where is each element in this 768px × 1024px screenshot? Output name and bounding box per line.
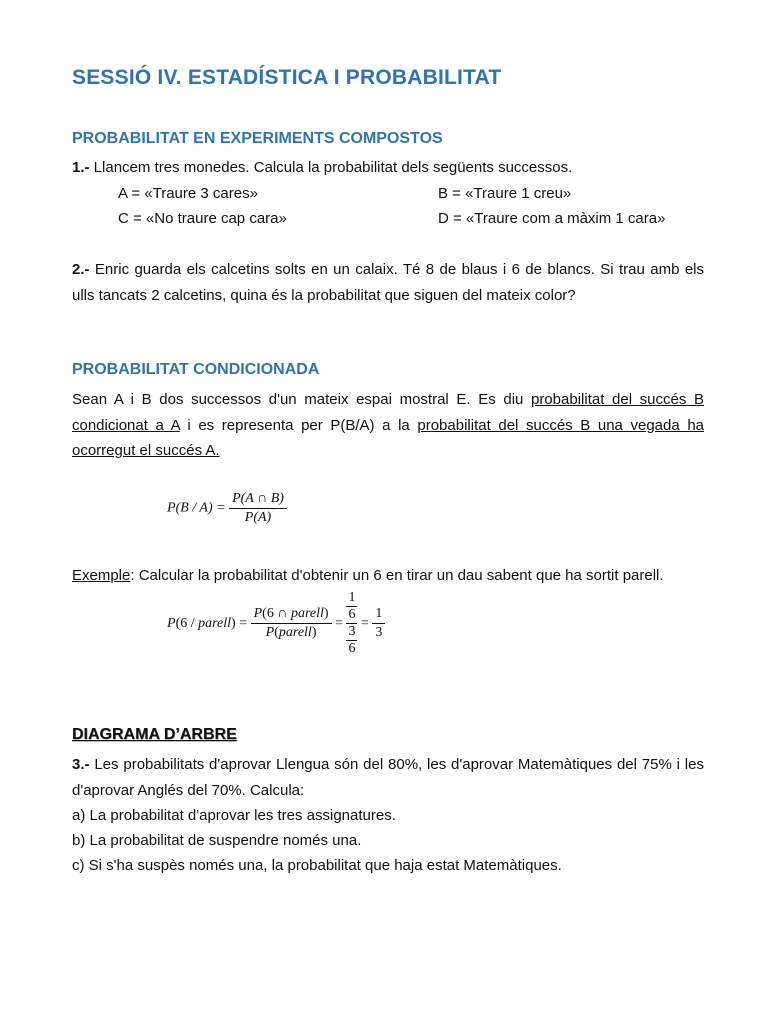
exercise-1-text: Llancem tres monedes. Calcula la probabilitat dels següents successos.	[89, 159, 573, 176]
formula-lhs-p: P	[167, 500, 176, 516]
numerator-rest: (A ∩ B)	[240, 491, 284, 506]
bottom-n: 3	[348, 624, 356, 639]
result-n: 1	[375, 606, 383, 621]
exercise-1	[72, 155, 704, 181]
den-open: (	[274, 625, 279, 640]
example-denominator	[251, 623, 332, 642]
definition-underlined-1: probabilitat del succés B condicionat a A	[72, 391, 704, 434]
result-fraction	[372, 605, 385, 642]
exercise-3	[72, 752, 704, 803]
example-line	[72, 563, 704, 589]
question-b: b) La probabilitat de suspendre només una.	[72, 832, 362, 849]
example-label: Exemple	[72, 567, 131, 584]
lhs-p: P	[167, 615, 176, 631]
event-c: C = «No traure cap cara»	[118, 210, 287, 227]
definition-underlined-2: probabilitat del succés B una vegada ha ocorregut el succés A.	[72, 416, 704, 459]
section-heading-compound-experiments: PROBABILITAT EN EXPERIMENTS COMPOSTOS	[72, 130, 443, 147]
exercise-2-number: 2.-	[72, 261, 90, 278]
denominator-rest: (A)	[253, 510, 272, 525]
question-a: a) La probabilitat d'aprovar les tres assignatures.	[72, 807, 396, 824]
formula-lhs: (B / A) =	[175, 500, 226, 516]
compound-fraction	[346, 590, 357, 657]
exercise-3-number: 3.-	[72, 756, 90, 773]
section-heading-conditional-probability: PROBABILITAT CONDICIONADA	[72, 361, 320, 378]
equals-2: =	[360, 615, 369, 631]
denominator-p: P	[244, 510, 254, 525]
lhs-open: (6 /	[175, 615, 199, 631]
example-text: : Calcular la probabilitat d'obtenir un 6 en tirar un dau sabent que ha sortit parell.	[130, 567, 664, 584]
lhs-word: parell	[198, 615, 232, 631]
formula-numerator	[229, 490, 287, 508]
top-n: 1	[348, 590, 356, 605]
numerator-p: P	[232, 491, 241, 506]
compound-top	[346, 590, 357, 623]
num-close: )	[323, 606, 329, 621]
conditional-formula	[167, 490, 287, 527]
top-fraction	[346, 590, 357, 623]
equals-1: =	[335, 615, 343, 631]
exercise-3-text: Les probabilitats d'aprovar Llengua són del 80%, les d'aprovar Matemàtiques del 75% i les d'aprovar Anglés del 70%. Calcula:	[72, 756, 704, 799]
conditional-definition	[72, 387, 704, 464]
lhs-close: ) =	[231, 615, 248, 631]
example-fraction	[251, 605, 332, 642]
page-title: SESSIÓ IV. ESTADÍSTICA I PROBABILITAT	[72, 66, 502, 89]
bottom-d: 6	[348, 641, 356, 656]
event-a: A = «Traure 3 cares»	[118, 185, 258, 202]
section-heading-tree-diagram: DIAGRAMA D’ARBRE	[72, 726, 237, 743]
result-d: 3	[372, 623, 385, 642]
formula-denominator	[229, 508, 287, 527]
num-p: P	[253, 606, 263, 621]
num-word: parell	[290, 606, 324, 621]
den-close: )	[311, 625, 317, 640]
exercise-2	[72, 257, 704, 308]
formula-fraction	[229, 490, 287, 527]
definition-text-1: Sean A i B dos successos d'un mateix espai mostral E. Es diu	[72, 391, 531, 408]
event-b: B = «Traure 1 creu»	[438, 185, 572, 202]
exercise-1-number: 1.-	[72, 159, 90, 176]
event-d: D = «Traure com a màxim 1 cara»	[438, 210, 666, 227]
compound-bottom	[346, 623, 357, 657]
num-open: (6 ∩	[262, 606, 291, 621]
definition-text-2: i es representa per P(B/A) a la	[179, 416, 418, 434]
top-d: 6	[348, 607, 356, 622]
den-word: parell	[278, 625, 312, 640]
den-p: P	[265, 625, 275, 640]
example-numerator	[251, 605, 332, 623]
bottom-fraction	[346, 624, 357, 657]
example-formula	[167, 590, 385, 657]
question-c: c) Si s'ha suspès només una, la probabilitat que haja estat Matemàtiques.	[72, 857, 562, 874]
example-lhs	[167, 616, 247, 632]
exercise-2-text: Enric guarda els calcetins solts en un calaix. Té 8 de blaus i 6 de blancs. Si trau amb els ulls tancats 2 calcetins, quina és la probabilitat que siguen del mateix color?	[72, 261, 704, 304]
